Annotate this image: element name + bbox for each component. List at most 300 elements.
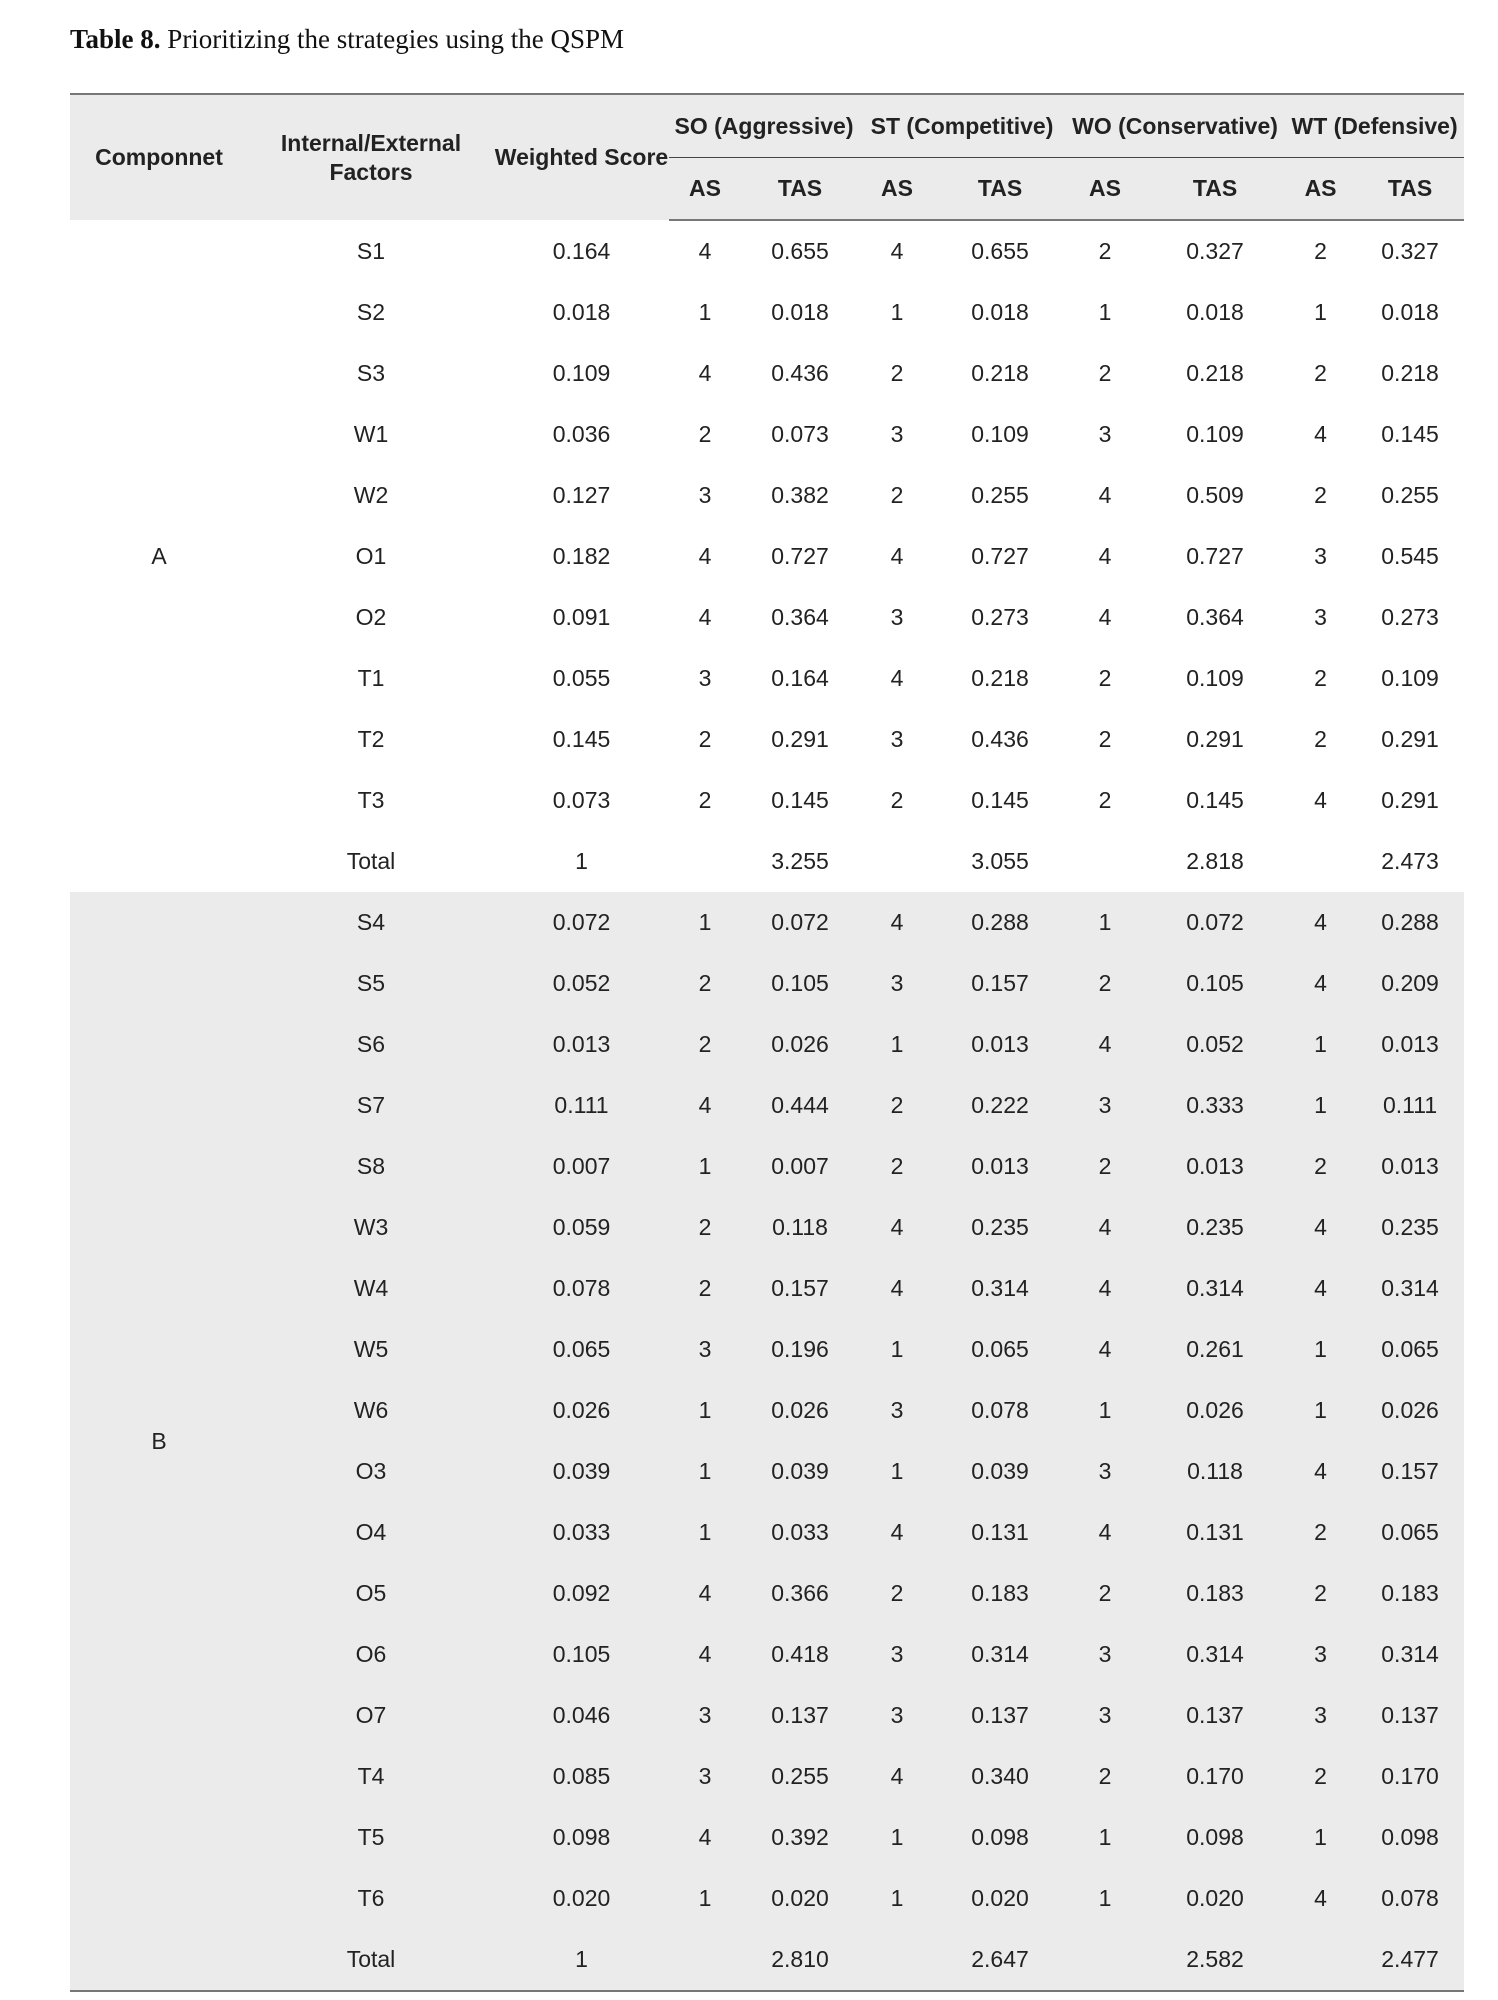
- cell-factor: W3: [248, 1197, 494, 1258]
- cell-st-as: 3: [859, 953, 935, 1014]
- cell-st-tas: 0.273: [971, 604, 1029, 630]
- cell-st-as: 4: [890, 665, 904, 691]
- cell-weighted-score: 0.059: [494, 1197, 669, 1258]
- cell-weighted-score: 0.033: [494, 1502, 669, 1563]
- cell-wo-as: 4: [1098, 482, 1112, 508]
- cell-wo-as: 1: [1065, 1380, 1145, 1441]
- table-row: [70, 587, 1464, 648]
- table-row: [70, 1685, 1464, 1746]
- cell-so-tas: 0.196: [741, 1319, 859, 1380]
- cell-wt-as: 2: [1285, 1502, 1356, 1563]
- cell-weighted-score: 0.091: [552, 604, 611, 630]
- table-row: [70, 1197, 1464, 1258]
- cell-st-as: 1: [890, 299, 904, 325]
- cell-so-as: 4: [698, 360, 712, 386]
- cell-st-tas: 0.013: [935, 1136, 1065, 1197]
- cell-factor: S3: [356, 360, 386, 386]
- cell-weighted-score: 0.036: [552, 421, 611, 447]
- cell-weighted-score: 0.073: [552, 787, 611, 813]
- cell-wt-as: 1: [1285, 1075, 1356, 1136]
- cell-wo-tas: 0.183: [1145, 1563, 1285, 1624]
- cell-wo-tas: 0.145: [1186, 787, 1244, 813]
- table-row: [70, 953, 1464, 1014]
- table-row: [70, 1075, 1464, 1136]
- cell-st-tas: 0.020: [935, 1868, 1065, 1929]
- table-row: [70, 404, 1464, 465]
- cell-wt-tas: 0.255: [1381, 482, 1439, 508]
- cell-weighted-score: 0.046: [494, 1685, 669, 1746]
- cell-wo-as: 2: [1098, 360, 1112, 386]
- table-row: [70, 1563, 1464, 1624]
- cell-wo-tas: 0.218: [1186, 360, 1244, 386]
- component-label: A: [151, 542, 167, 569]
- cell-st-tas: 2.647: [935, 1929, 1065, 1991]
- cell-st-tas: 0.314: [935, 1258, 1065, 1319]
- cell-st-as: 2: [859, 1136, 935, 1197]
- cell-st-as: 4: [859, 1502, 935, 1563]
- cell-so-as: 4: [669, 1075, 741, 1136]
- cell-so-as: 4: [698, 543, 712, 569]
- cell-wt-tas: 0.111: [1356, 1075, 1464, 1136]
- cell-so-as: 2: [698, 421, 712, 447]
- cell-wt-as: 1: [1285, 1807, 1356, 1868]
- cell-st-tas: 3.055: [971, 848, 1029, 874]
- cell-wt-tas: 0.314: [1356, 1258, 1464, 1319]
- cell-wo-as: [1065, 831, 1145, 892]
- cell-st-as: 1: [859, 1441, 935, 1502]
- cell-wt-tas: 0.018: [1381, 299, 1439, 325]
- cell-wo-as: 2: [1098, 238, 1112, 264]
- cell-so-tas: 0.145: [771, 787, 829, 813]
- cell-so-as: 1: [669, 892, 741, 953]
- cell-factor: O4: [248, 1502, 494, 1563]
- cell-wo-tas: 0.314: [1145, 1624, 1285, 1685]
- cell-wo-as: 1: [1065, 892, 1145, 953]
- cell-so-tas: 0.072: [741, 892, 859, 953]
- cell-st-tas: 0.235: [935, 1197, 1065, 1258]
- cell-factor: O3: [248, 1441, 494, 1502]
- cell-wt-as: 1: [1285, 1319, 1356, 1380]
- cell-factor: O5: [248, 1563, 494, 1624]
- cell-wt-as: 4: [1285, 953, 1356, 1014]
- cell-wo-as: 2: [1098, 665, 1112, 691]
- cell-st-as: 4: [890, 543, 904, 569]
- qspm-table: [70, 93, 1464, 1992]
- header-as: AS: [669, 158, 741, 221]
- cell-wt-tas: 0.065: [1356, 1502, 1464, 1563]
- cell-so-tas: 0.018: [771, 299, 829, 325]
- cell-st-tas: 0.218: [971, 360, 1029, 386]
- cell-wo-tas: 0.137: [1145, 1685, 1285, 1746]
- cell-st-tas: 0.727: [971, 543, 1029, 569]
- cell-so-tas: 0.020: [741, 1868, 859, 1929]
- cell-factor: T4: [248, 1746, 494, 1807]
- table-row: [70, 1319, 1464, 1380]
- cell-factor: S7: [248, 1075, 494, 1136]
- table-row: [70, 220, 1464, 282]
- cell-wo-as: 4: [1098, 543, 1112, 569]
- table-row: [70, 1929, 1464, 1991]
- table-caption: [70, 24, 624, 55]
- cell-factor: W5: [248, 1319, 494, 1380]
- cell-so-tas: 0.157: [741, 1258, 859, 1319]
- header-group-so: SO (Aggressive): [669, 94, 859, 158]
- cell-so-tas: 0.727: [771, 543, 829, 569]
- cell-wo-as: 2: [1065, 1746, 1145, 1807]
- cell-so-tas: 0.291: [771, 726, 829, 752]
- cell-so-as: 2: [698, 726, 712, 752]
- cell-wt-tas: 0.170: [1356, 1746, 1464, 1807]
- cell-wo-tas: 0.072: [1145, 892, 1285, 953]
- cell-st-tas: 0.078: [935, 1380, 1065, 1441]
- cell-wo-tas: 0.105: [1145, 953, 1285, 1014]
- header-group-wo: WO (Conservative): [1065, 94, 1285, 158]
- table-row: [70, 1380, 1464, 1441]
- cell-wo-tas: 0.364: [1186, 604, 1244, 630]
- table-header: [70, 94, 1464, 220]
- cell-wo-tas: 0.020: [1145, 1868, 1285, 1929]
- cell-factor: O7: [248, 1685, 494, 1746]
- cell-so-tas: 0.444: [741, 1075, 859, 1136]
- cell-so-tas: 0.137: [741, 1685, 859, 1746]
- cell-so-tas: 0.392: [741, 1807, 859, 1868]
- table-row: [70, 1624, 1464, 1685]
- table-row: [70, 1502, 1464, 1563]
- cell-st-as: 2: [859, 1075, 935, 1136]
- cell-factor: W1: [353, 421, 389, 447]
- cell-wo-tas: 0.052: [1145, 1014, 1285, 1075]
- cell-so-as: 4: [669, 1807, 741, 1868]
- cell-weighted-score: 0.072: [494, 892, 669, 953]
- cell-so-as: [669, 1929, 741, 1991]
- cell-st-tas: 0.013: [935, 1014, 1065, 1075]
- cell-so-as: 2: [698, 787, 712, 813]
- cell-wt-tas: 0.026: [1356, 1380, 1464, 1441]
- header-tas: TAS: [935, 158, 1065, 221]
- cell-wt-as: [1285, 1929, 1356, 1991]
- cell-st-tas: 0.157: [935, 953, 1065, 1014]
- cell-st-as: 1: [859, 1868, 935, 1929]
- cell-weighted-score: 0.026: [494, 1380, 669, 1441]
- cell-wo-as: 4: [1065, 1258, 1145, 1319]
- cell-wo-tas: 0.109: [1186, 665, 1244, 691]
- cell-factor: S8: [248, 1136, 494, 1197]
- cell-wt-as: 4: [1285, 1868, 1356, 1929]
- cell-so-tas: 0.655: [771, 238, 829, 264]
- cell-weighted-score: 0.007: [494, 1136, 669, 1197]
- cell-wt-as: 3: [1285, 1624, 1356, 1685]
- cell-wo-tas: 0.261: [1145, 1319, 1285, 1380]
- header-tas: TAS: [1356, 158, 1464, 221]
- table-row: [70, 1258, 1464, 1319]
- header-weighted-score: Weighted Score: [494, 94, 669, 220]
- cell-wt-as: 2: [1285, 1746, 1356, 1807]
- cell-wt-as: 4: [1314, 787, 1327, 813]
- cell-factor: O1: [355, 543, 387, 569]
- cell-weighted-score: 1: [494, 1929, 669, 1991]
- table-row: [70, 526, 1464, 587]
- cell-factor: S4: [248, 892, 494, 953]
- cell-st-tas: 0.183: [935, 1563, 1065, 1624]
- cell-so-tas: 0.105: [741, 953, 859, 1014]
- cell-wt-as: 2: [1314, 726, 1327, 752]
- cell-st-tas: 0.288: [935, 892, 1065, 953]
- cell-wo-tas: 2.582: [1145, 1929, 1285, 1991]
- header-as: AS: [859, 158, 935, 221]
- cell-weighted-score: 0.018: [552, 299, 611, 325]
- cell-wo-as: 3: [1065, 1624, 1145, 1685]
- cell-wt-tas: 0.013: [1356, 1014, 1464, 1075]
- cell-wt-as: 4: [1285, 1441, 1356, 1502]
- header-tas: TAS: [1145, 158, 1285, 221]
- cell-st-tas: 0.255: [971, 482, 1029, 508]
- cell-factor: S6: [248, 1014, 494, 1075]
- cell-wo-as: 4: [1065, 1319, 1145, 1380]
- cell-so-tas: 0.418: [741, 1624, 859, 1685]
- cell-st-as: 3: [859, 1380, 935, 1441]
- cell-factor: S5: [248, 953, 494, 1014]
- cell-so-tas: 0.364: [771, 604, 829, 630]
- cell-factor: T5: [248, 1807, 494, 1868]
- cell-weighted-score: 0.105: [494, 1624, 669, 1685]
- table-row: [70, 648, 1464, 709]
- cell-wo-tas: 0.026: [1145, 1380, 1285, 1441]
- cell-factor: S2: [356, 299, 386, 325]
- cell-weighted-score: 0.013: [494, 1014, 669, 1075]
- header-tas: TAS: [741, 158, 859, 221]
- cell-weighted-score: 1: [575, 848, 588, 874]
- cell-so-as: 1: [669, 1441, 741, 1502]
- cell-so-as: 2: [669, 1197, 741, 1258]
- cell-st-as: 4: [859, 892, 935, 953]
- cell-weighted-score: 0.085: [494, 1746, 669, 1807]
- cell-st-tas: 0.655: [971, 238, 1029, 264]
- cell-factor: O2: [355, 604, 387, 630]
- cell-wt-tas: 0.065: [1356, 1319, 1464, 1380]
- cell-so-tas: 0.026: [741, 1380, 859, 1441]
- cell-wo-tas: 0.333: [1145, 1075, 1285, 1136]
- cell-so-as: 2: [669, 1258, 741, 1319]
- cell-wo-tas: 0.327: [1186, 238, 1244, 264]
- cell-wt-tas: 0.145: [1381, 421, 1439, 447]
- cell-wo-as: 4: [1065, 1502, 1145, 1563]
- cell-wt-tas: 0.098: [1356, 1807, 1464, 1868]
- cell-wt-as: 2: [1314, 665, 1327, 691]
- cell-wo-as: 3: [1098, 421, 1112, 447]
- cell-wt-tas: 0.545: [1381, 543, 1439, 569]
- cell-wt-as: 2: [1314, 360, 1327, 386]
- cell-wo-tas: 0.018: [1186, 299, 1244, 325]
- component-a-rows: [70, 220, 1464, 892]
- component-b-rows: [70, 892, 1464, 1991]
- cell-wt-tas: 0.157: [1356, 1441, 1464, 1502]
- cell-st-tas: 0.145: [971, 787, 1029, 813]
- caption-label: Table 8.: [70, 24, 161, 54]
- cell-st-as: 3: [890, 421, 904, 447]
- cell-weighted-score: 0.078: [494, 1258, 669, 1319]
- cell-weighted-score: 0.127: [552, 482, 611, 508]
- cell-weighted-score: 0.055: [552, 665, 611, 691]
- table-row: [70, 892, 1464, 953]
- cell-so-as: 2: [669, 953, 741, 1014]
- cell-weighted-score: 0.109: [552, 360, 611, 386]
- cell-st-as: 1: [859, 1807, 935, 1868]
- cell-wt-as: 4: [1314, 421, 1327, 447]
- cell-so-tas: 3.255: [771, 848, 829, 874]
- cell-wo-as: 2: [1098, 726, 1112, 752]
- cell-factor: T6: [248, 1868, 494, 1929]
- cell-st-as: 2: [859, 1563, 935, 1624]
- cell-wt-as: 2: [1314, 482, 1327, 508]
- cell-factor: W6: [248, 1380, 494, 1441]
- cell-wo-as: 2: [1065, 1136, 1145, 1197]
- cell-wo-as: 4: [1065, 1014, 1145, 1075]
- table-row: [70, 465, 1464, 526]
- cell-so-tas: 0.366: [741, 1563, 859, 1624]
- cell-wo-as: 2: [1065, 1563, 1145, 1624]
- cell-wo-tas: 0.727: [1186, 543, 1244, 569]
- cell-wt-as: 4: [1285, 1197, 1356, 1258]
- cell-wo-as: 1: [1098, 299, 1112, 325]
- cell-st-tas: 0.039: [935, 1441, 1065, 1502]
- cell-wo-as: 2: [1098, 787, 1112, 813]
- cell-weighted-score: 0.182: [552, 543, 611, 569]
- cell-st-as: 3: [890, 604, 904, 630]
- cell-factor: Total: [248, 1929, 494, 1991]
- cell-weighted-score: 0.020: [494, 1868, 669, 1929]
- cell-factor: S1: [356, 237, 386, 264]
- cell-wt-tas: 2.473: [1381, 848, 1439, 874]
- cell-wo-tas: 0.235: [1145, 1197, 1285, 1258]
- cell-wo-as: 1: [1065, 1868, 1145, 1929]
- table-row: [70, 1441, 1464, 1502]
- cell-wo-tas: 0.170: [1145, 1746, 1285, 1807]
- cell-wt-tas: 0.109: [1381, 665, 1439, 691]
- cell-weighted-score: 0.052: [494, 953, 669, 1014]
- header-factors: Internal/External Factors: [248, 94, 494, 220]
- cell-so-tas: 0.164: [771, 665, 829, 691]
- cell-so-as: 4: [698, 604, 712, 630]
- header-as: AS: [1065, 158, 1145, 221]
- cell-wo-tas: 2.818: [1186, 848, 1244, 874]
- cell-st-tas: 0.314: [935, 1624, 1065, 1685]
- cell-so-tas: 0.073: [771, 421, 829, 447]
- cell-wt-tas: 0.288: [1356, 892, 1464, 953]
- table-row: [70, 770, 1464, 831]
- cell-wo-tas: 0.131: [1145, 1502, 1285, 1563]
- cell-wt-tas: 0.235: [1356, 1197, 1464, 1258]
- cell-st-tas: 0.109: [971, 421, 1029, 447]
- cell-st-as: 4: [890, 238, 904, 264]
- header-as: AS: [1285, 158, 1356, 221]
- cell-factor: T3: [357, 787, 385, 813]
- cell-wo-tas: 0.013: [1145, 1136, 1285, 1197]
- table-row: [70, 343, 1464, 404]
- cell-wo-as: 2: [1065, 953, 1145, 1014]
- table-row: [70, 1807, 1464, 1868]
- cell-wo-as: 3: [1065, 1685, 1145, 1746]
- cell-wt-as: 3: [1285, 1685, 1356, 1746]
- cell-wt-as: 4: [1285, 892, 1356, 953]
- cell-st-as: 2: [890, 787, 904, 813]
- cell-wo-tas: 0.118: [1145, 1441, 1285, 1502]
- cell-wt-tas: 0.013: [1356, 1136, 1464, 1197]
- cell-wt-tas: 0.273: [1381, 604, 1439, 630]
- cell-st-tas: 0.340: [935, 1746, 1065, 1807]
- header-group-st: ST (Competitive): [859, 94, 1065, 158]
- cell-st-as: 4: [859, 1258, 935, 1319]
- cell-weighted-score: 0.098: [494, 1807, 669, 1868]
- cell-factor: T1: [357, 665, 385, 691]
- cell-st-tas: 0.218: [971, 665, 1029, 691]
- cell-st-as: 3: [859, 1624, 935, 1685]
- cell-weighted-score: 0.145: [552, 726, 611, 752]
- cell-st-as: 3: [890, 726, 904, 752]
- cell-wo-as: 3: [1065, 1441, 1145, 1502]
- cell-so-as: 2: [669, 1014, 741, 1075]
- cell-wt-tas: 0.291: [1381, 787, 1439, 813]
- cell-so-as: 3: [669, 1319, 741, 1380]
- cell-so-tas: 0.436: [771, 360, 829, 386]
- table-row: [70, 1868, 1464, 1929]
- cell-wt-tas: 0.137: [1356, 1685, 1464, 1746]
- table-row: [70, 709, 1464, 770]
- cell-so-tas: 0.007: [741, 1136, 859, 1197]
- cell-st-tas: 0.131: [935, 1502, 1065, 1563]
- cell-st-tas: 0.222: [935, 1075, 1065, 1136]
- cell-st-tas: 0.018: [971, 299, 1029, 325]
- cell-weighted-score: 0.164: [552, 237, 611, 264]
- cell-wt-as: 2: [1314, 238, 1327, 264]
- cell-wt-tas: 0.291: [1381, 726, 1439, 752]
- cell-factor: W2: [353, 482, 389, 508]
- cell-wo-as: 1: [1065, 1807, 1145, 1868]
- cell-wo-tas: 0.109: [1186, 421, 1244, 447]
- cell-wo-tas: 0.509: [1186, 482, 1244, 508]
- table-row: [70, 831, 1464, 892]
- cell-weighted-score: 0.111: [494, 1075, 669, 1136]
- cell-wt-tas: 0.183: [1356, 1563, 1464, 1624]
- component-label: B: [70, 892, 248, 1991]
- cell-st-as: [859, 1929, 935, 1991]
- cell-so-tas: 0.033: [741, 1502, 859, 1563]
- table-row: [70, 1014, 1464, 1075]
- cell-so-as: 3: [698, 665, 712, 691]
- table-row: [70, 1746, 1464, 1807]
- cell-wt-as: 4: [1285, 1258, 1356, 1319]
- cell-st-as: 1: [859, 1319, 935, 1380]
- cell-st-tas: 0.098: [935, 1807, 1065, 1868]
- cell-st-as: 4: [859, 1746, 935, 1807]
- cell-wt-tas: 0.218: [1381, 360, 1439, 386]
- cell-so-tas: 0.382: [771, 482, 829, 508]
- cell-so-as: 4: [669, 1563, 741, 1624]
- cell-st-tas: 0.436: [971, 726, 1029, 752]
- cell-wo-as: 4: [1098, 604, 1112, 630]
- cell-st-tas: 0.137: [935, 1685, 1065, 1746]
- header-component: Componnet: [70, 94, 248, 220]
- cell-weighted-score: 0.092: [494, 1563, 669, 1624]
- cell-weighted-score: 0.065: [494, 1319, 669, 1380]
- cell-st-as: 1: [859, 1014, 935, 1075]
- cell-wt-as: 1: [1314, 299, 1327, 325]
- cell-wt-tas: 0.314: [1356, 1624, 1464, 1685]
- cell-wt-as: [1285, 831, 1356, 892]
- cell-so-as: 1: [669, 1502, 741, 1563]
- cell-wo-as: 4: [1065, 1197, 1145, 1258]
- cell-so-tas: 0.255: [741, 1746, 859, 1807]
- cell-factor: W4: [248, 1258, 494, 1319]
